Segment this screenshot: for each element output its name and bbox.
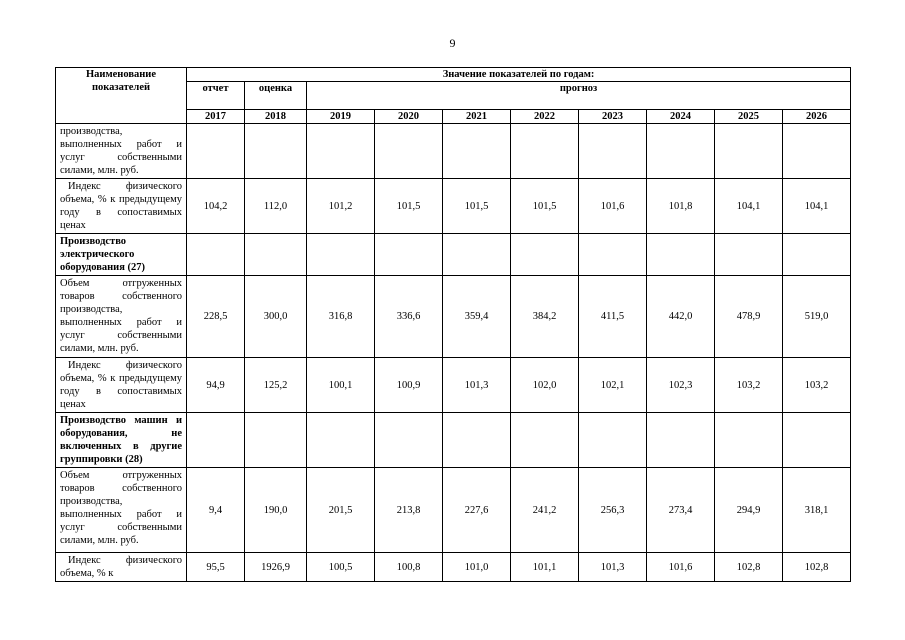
indicators-table [55,67,851,582]
row-value: 359,4 [443,276,511,358]
row-value: 190,0 [245,468,307,553]
row-value [187,234,245,276]
row-value: 442,0 [647,276,715,358]
row-value: 273,4 [647,468,715,553]
row-value [187,124,245,179]
header-year: 2026 [783,110,851,124]
row-value: 125,2 [245,358,307,413]
row-value: 101,8 [647,179,715,234]
table-row [56,468,851,553]
header-estimate: оценка [245,82,307,110]
row-value: 94,9 [187,358,245,413]
table-row [56,276,851,358]
row-value: 411,5 [579,276,647,358]
row-value: 102,8 [783,553,851,582]
row-value: 294,9 [715,468,783,553]
row-value [307,124,375,179]
row-value: 316,8 [307,276,375,358]
row-value: 241,2 [511,468,579,553]
row-value: 100,8 [375,553,443,582]
header-year: 2021 [443,110,511,124]
row-value: 101,5 [511,179,579,234]
table-row [56,124,851,179]
row-value: 228,5 [187,276,245,358]
row-value: 101,5 [375,179,443,234]
row-value: 9,4 [187,468,245,553]
row-value: 318,1 [783,468,851,553]
row-value: 100,5 [307,553,375,582]
row-value: 104,1 [783,179,851,234]
row-value [511,234,579,276]
row-value [307,234,375,276]
header-year: 2023 [579,110,647,124]
row-value [443,124,511,179]
row-name: Объем отгруженных товаров собственного производства, выполненных работ и услуг собственными силами, млн. руб. [56,468,187,553]
row-name: производства, выполненных работ и услуг собственными силами, млн. руб. [56,124,187,179]
row-value [245,234,307,276]
row-value: 336,6 [375,276,443,358]
row-value [715,124,783,179]
table-row [56,179,851,234]
row-value: 112,0 [245,179,307,234]
header-year: 2017 [187,110,245,124]
row-name: Объем отгруженных товаров собственного производства, выполненных работ и услуг собственными силами, млн. руб. [56,276,187,358]
row-value [579,234,647,276]
row-value [783,413,851,468]
header-forecast: прогноз [307,82,851,110]
row-value: 102,3 [647,358,715,413]
row-value: 95,5 [187,553,245,582]
row-value: 1926,9 [245,553,307,582]
row-value [579,413,647,468]
header-year: 2025 [715,110,783,124]
row-value [307,413,375,468]
row-value: 101,0 [443,553,511,582]
row-value [245,124,307,179]
row-value: 103,2 [715,358,783,413]
row-name: Производство машин и оборудования, не включенных в другие группировки (28) [56,413,187,468]
row-value: 384,2 [511,276,579,358]
header-values-title: Значение показателей по годам: [187,68,851,82]
header-year: 2024 [647,110,715,124]
row-value: 519,0 [783,276,851,358]
row-value [647,234,715,276]
table-row [56,234,851,276]
row-value: 104,1 [715,179,783,234]
row-value: 101,3 [443,358,511,413]
row-value [783,124,851,179]
header-year: 2020 [375,110,443,124]
row-value: 101,6 [647,553,715,582]
row-value [245,413,307,468]
table-row [56,358,851,413]
row-name: Индекс физического объема, % к [56,553,187,582]
row-value [443,413,511,468]
row-value: 201,5 [307,468,375,553]
row-value [187,413,245,468]
header-report: отчет [187,82,245,110]
row-value [647,413,715,468]
row-value [375,124,443,179]
table-row [56,553,851,582]
row-name: Индекс физического объема, % к предыдущему году в сопоставимых ценах [56,358,187,413]
row-value: 102,0 [511,358,579,413]
row-value: 101,6 [579,179,647,234]
row-value: 102,8 [715,553,783,582]
row-value: 100,1 [307,358,375,413]
table-row [56,413,851,468]
row-value: 102,1 [579,358,647,413]
row-value [783,234,851,276]
row-value [715,234,783,276]
row-name: Производство электрического оборудования (27) [56,234,187,276]
row-value [579,124,647,179]
header-year: 2018 [245,110,307,124]
row-value [443,234,511,276]
row-value: 101,1 [511,553,579,582]
row-value: 227,6 [443,468,511,553]
row-value [715,413,783,468]
row-value: 104,2 [187,179,245,234]
header-year: 2019 [307,110,375,124]
row-name: Индекс физического объема, % к предыдущему году в сопоставимых ценах [56,179,187,234]
row-value [511,413,579,468]
row-value [647,124,715,179]
row-value: 103,2 [783,358,851,413]
row-value: 101,5 [443,179,511,234]
row-value: 478,9 [715,276,783,358]
row-value: 101,2 [307,179,375,234]
page-number: 9 [449,36,456,50]
row-value: 100,9 [375,358,443,413]
row-value: 213,8 [375,468,443,553]
header-year: 2022 [511,110,579,124]
row-value [375,413,443,468]
row-value: 300,0 [245,276,307,358]
row-value [375,234,443,276]
row-value: 101,3 [579,553,647,582]
header-name-column: Наименование показателей [56,68,187,124]
row-value [511,124,579,179]
row-value: 256,3 [579,468,647,553]
